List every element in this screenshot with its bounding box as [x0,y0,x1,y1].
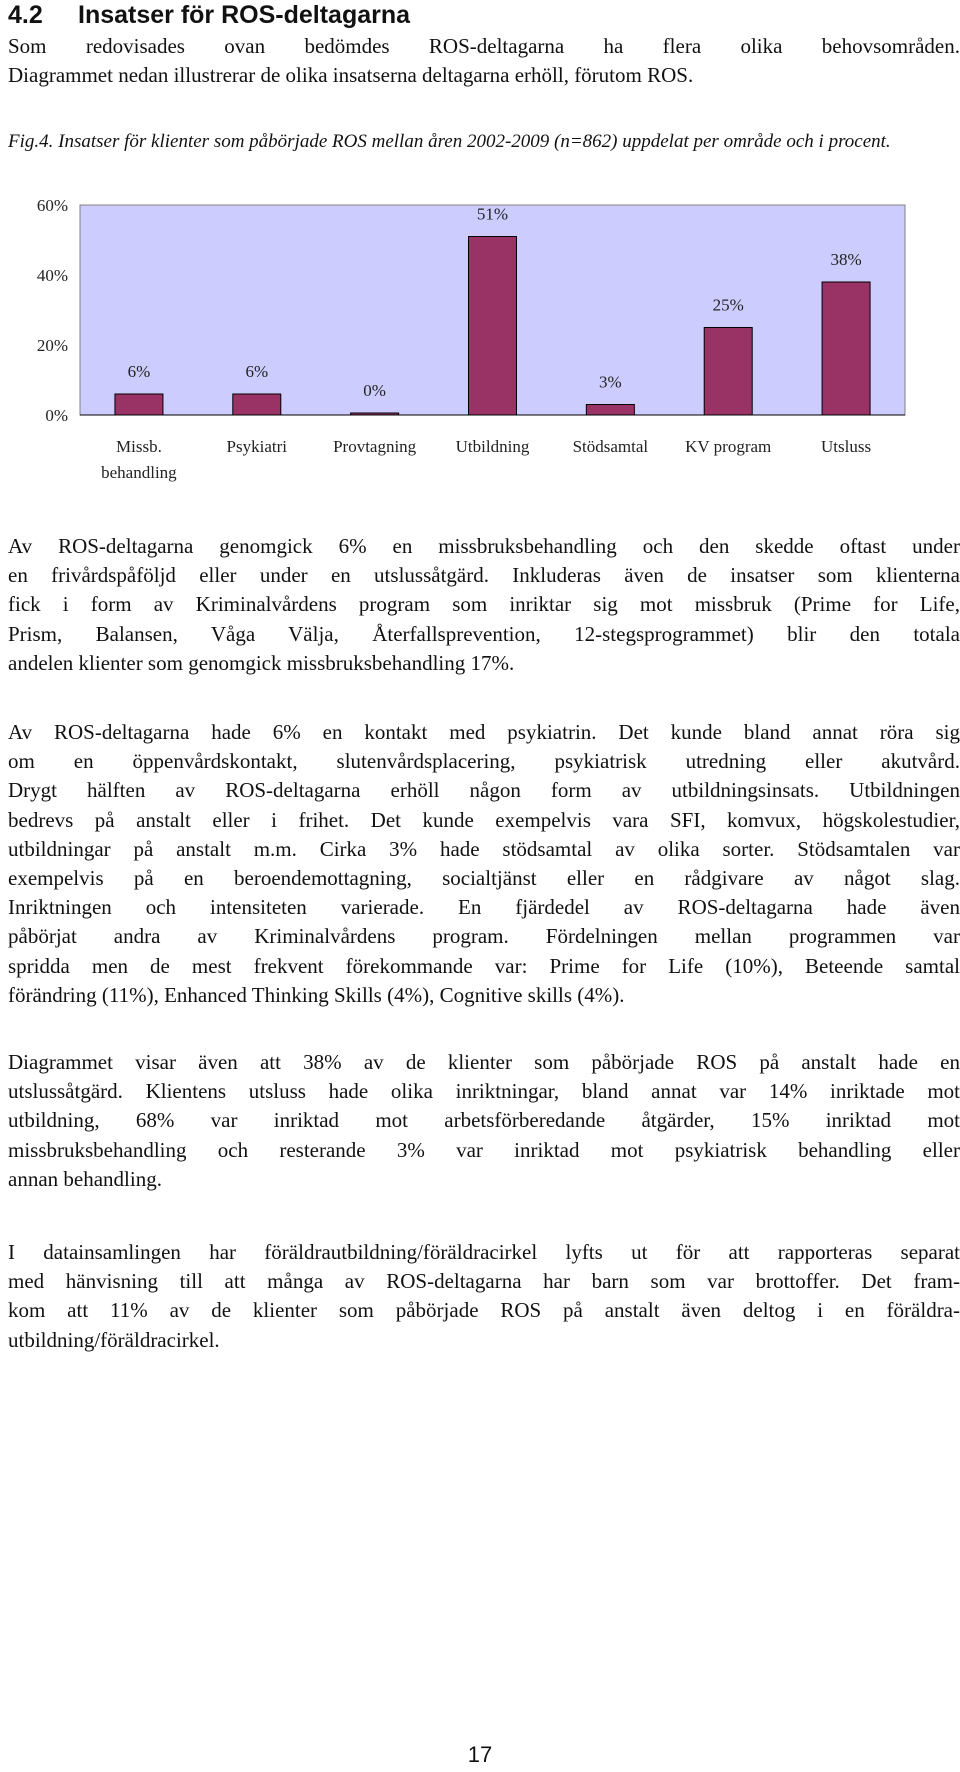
paragraph-1-line: fick i form av Kriminalvårdens program som inriktar sig mot missbruk (Prime for Life, [8,592,960,617]
paragraph-4-line: utbildning/föräldracirkel. [8,1327,220,1352]
data-label: 3% [599,372,622,392]
paragraph-4-line: med hänvisning till att många av ROS-deltagarna har barn som var brottoffer. Det fram- [8,1269,960,1294]
paragraph-2-line: Av ROS-deltagarna hade 6% en kontakt med psykiatrin. Det kunde bland annat röra sig [8,720,960,744]
data-label: 0% [363,381,386,400]
category-label: Missb. [116,437,162,456]
bar [351,413,399,415]
bar [704,328,752,416]
page-number: 17 [467,1742,493,1767]
category-label: Psykiatri [226,437,288,456]
section-title: Insatser för ROS-deltagarna [78,1,411,29]
paragraph-2-line: om en öppenvårdskontakt, slutenvårdsplacering, psykiatrisk utredning eller akutvård. [8,749,960,774]
bar [469,237,517,416]
bar [115,394,163,415]
paragraph-2-line: exempelvis på en beroendemottagning, socialtjänst eller en rådgivare av något slag. [8,866,960,890]
paragraph-3-line: Diagrammet visar även att 38% av de klienter som påbörjade ROS på anstalt hade en [8,1050,960,1074]
section-heading [8,0,410,30]
y-tick-label: 40% [36,266,68,285]
bar-chart [0,190,960,490]
category-label: Utbildning [455,437,530,456]
paragraph-3-line: annan behandling. [8,1166,162,1191]
paragraph-1-line: andelen klienter som genomgick missbruksbehandling 17%. [8,650,515,675]
section-number: 4.2 [8,1,43,29]
data-label: 6% [245,362,269,381]
category-label: behandling [101,463,177,482]
data-label: 38% [830,250,862,269]
bar [586,405,634,416]
paragraph-3-line: utbildning, 68% var inriktad mot arbetsförberedande åtgärder, 15% inriktad mot [8,1108,960,1133]
category-label: Utsluss [821,437,872,456]
paragraph-1-line: Av ROS-deltagarna genomgick 6% en missbruksbehandling och den skedde oftast under [8,534,960,558]
paragraph-2-line: bedrevs på anstalt eller i frihet. Det kunde exempelvis vara SFI, komvux, högskolestudier, [8,807,960,832]
category-label: KV program [685,437,772,456]
paragraph-2-line: förändring (11%), Enhanced Thinking Skills (4%), Cognitive skills (4%). [8,982,625,1007]
figure-caption-label: Fig.4. [8,131,54,152]
y-tick-label: 20% [36,336,68,355]
paragraph-2-line: Inriktningen och intensiteten varierade. En fjärdedel av ROS-deltagarna hade även [8,895,960,920]
data-label: 25% [712,295,744,315]
y-tick-label: 60% [36,196,68,215]
intro-line: Som redovisades ovan bedömdes ROS-deltagarna ha flera olika behovsområden. [8,34,960,58]
paragraph-4-line: kom att 11% av de klienter som påbörjade ROS på anstalt även deltog i en föräldra- [8,1298,960,1323]
paragraph-2-line: utbildningar på anstalt m.m. Cirka 3% hade stödsamtal av olika sorter. Stödsamtalen var [8,836,960,861]
y-tick-label: 0% [45,406,68,425]
paragraph-3-line: utslussåtgärd. Klientens utsluss hade olika inriktningar, bland annat var 14% inriktade mot [8,1079,960,1104]
figure-caption [8,127,953,156]
paragraph-2-line: påbörjat andra av Kriminalvårdens program. Fördelningen mellan programmen var [8,924,960,949]
category-label: Provtagning [333,437,417,456]
data-label: 6% [127,362,151,381]
paragraph-1-line: en frivårdspåföljd eller under en utslussåtgärd. Inkluderas även de insatser som klienterna [8,563,960,588]
paragraph-1-line: Prism, Balansen, Våga Välja, Återfallsprevention, 12-stegsprogrammet) blir den totala [8,621,960,646]
data-label: 51% [476,204,509,224]
paragraph-3-line: missbruksbehandling och resterande 3% var inriktad mot psykiatrisk behandling eller [8,1137,960,1162]
intro-line: Diagrammet nedan illustrerar de olika insatserna deltagarna erhöll, förutom ROS. [8,63,694,88]
paragraph-4-line: I datainsamlingen har föräldrautbildning/föräldracirkel lyfts ut för att rapporteras separat [8,1240,960,1264]
category-label: Stödsamtal [572,437,649,456]
paragraph-2-line: spridda men de mest frekvent förekommande var: Prime for Life (10%), Beteende samtal [8,953,960,978]
bar [233,394,281,415]
figure-caption-text: Insatser för klienter som påbörjade ROS mellan åren 2002-2009 (n=862) uppdelat per område och i procent. [58,131,891,152]
paragraph-2-line: Drygt hälften av ROS-deltagarna erhöll någon form av utbildningsinsats. Utbildningen [8,778,960,803]
bar [822,282,870,415]
